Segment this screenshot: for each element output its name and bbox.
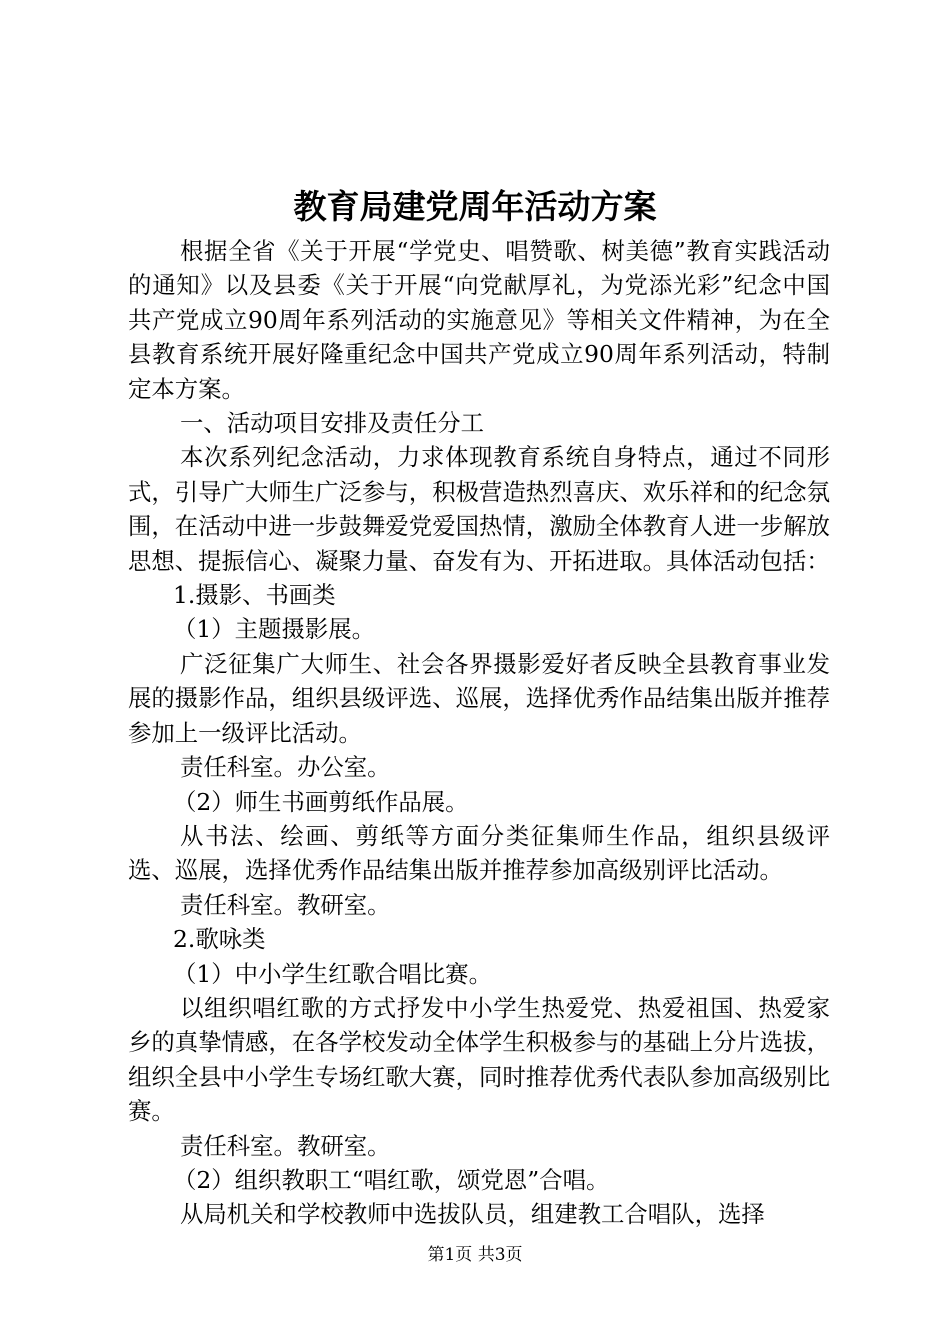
paragraph-overview: 本次系列纪念活动，力求体现教育系统自身特点，通过不同形式，引导广大师生广泛参与，积极营造热烈喜庆、欢乐祥和的纪念氛围，在活动中进一步鼓舞爱党爱国热情，激励全体教育人进一步解放思想、提振信心、凝聚力量、奋发有为、开拓进取。具体活动包括： (128, 443, 830, 575)
item-heading: （1）中小学生红歌合唱比赛。 (173, 959, 492, 988)
page-footer: 第1页 共3页 (427, 1245, 523, 1265)
document-title: 教育局建党周年活动方案 (293, 187, 657, 226)
document-body (128, 234, 830, 1232)
paragraph: 从书法、绘画、剪纸等方面分类征集师生作品，组织县级评选、巡展，选择优秀作品结集出版并推荐参加高级别评比活动。 (128, 821, 830, 885)
section-heading: 一、活动项目安排及责任分工 (180, 409, 485, 438)
paragraph: 从局机关和学校教师中选拔队员，组建教工合唱队，选择 (180, 1200, 765, 1229)
subsection-heading: 2.歌咏类 (173, 925, 266, 954)
subsection-heading: 1.摄影、书画类 (173, 581, 336, 610)
paragraph: 广泛征集广大师生、社会各界摄影爱好者反映全县教育事业发展的摄影作品，组织县级评选、巡展，选择优秀作品结集出版并推荐参加上一级评比活动。 (128, 649, 830, 747)
item-heading: （2）组织教职工“唱红歌，颂党恩”合唱。 (173, 1165, 610, 1194)
paragraph-intro: 根据全省《关于开展“学党史、唱赞歌、树美德”教育实践活动的通知》以及县委《关于开展“向党献厚礼，为党添光彩”纪念中国共产党成立90周年系列活动的实施意见》等相关文件精神，为在全县教育系统开展好隆重纪念中国共产党成立90周年系列活动，特制定本方案。 (128, 237, 830, 403)
responsibility-line: 责任科室。教研室。 (180, 1131, 391, 1160)
paragraph: 以组织唱红歌的方式抒发中小学生热爱党、热爱祖国、热爱家乡的真挚情感，在各学校发动全体学生积极参与的基础上分片选拔，组织全县中小学生专场红歌大赛，同时推荐优秀代表队参加高级别比赛。 (128, 993, 830, 1126)
responsibility-line: 责任科室。办公室。 (180, 753, 391, 782)
item-heading: （1）主题摄影展。 (173, 615, 376, 644)
item-heading: （2）师生书画剪纸作品展。 (173, 787, 469, 816)
responsibility-line: 责任科室。教研室。 (180, 890, 391, 919)
